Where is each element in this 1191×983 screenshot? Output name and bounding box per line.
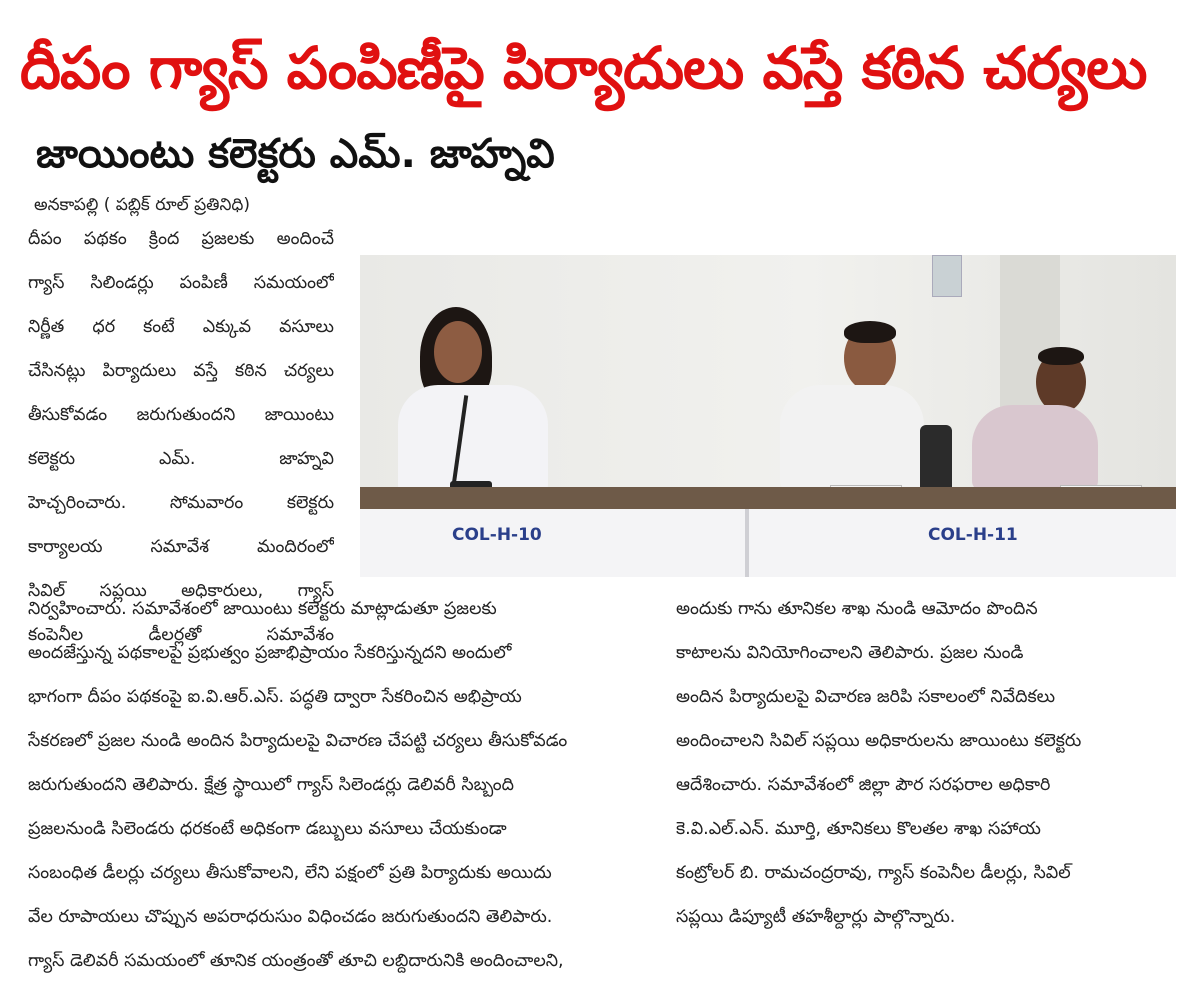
text-line: భాగంగా దీపం పథకంపై ఐ.వి.ఆర్.ఎస్. పద్ధతి ద్వారా సేకరించిన అభిప్రాయ <box>28 687 522 707</box>
text-line: అందజేస్తున్న పథకాలపై ప్రభుత్వం ప్రజాభిప్రాయం సేకరిస్తున్నదని అందులో <box>28 643 512 663</box>
text-line: కార్యాలయ సమావేశ మందిరంలో <box>28 537 334 557</box>
text-line: నిర్వహించారు. సమావేశంలో జాయింటు కలెక్టరు మాట్లాడుతూ ప్రజలకు <box>28 599 497 619</box>
text-line: కంపెనీల డీలర్లతో సమావేశం <box>28 625 334 645</box>
text-line: కలెక్టరు ఎమ్. జాహ్నవి <box>28 449 334 469</box>
center-hair <box>844 321 896 343</box>
dateline: అనకాపల్లి ( పబ్లిక్ రూల్ ప్రతినిధి) <box>34 195 251 215</box>
nameplate-left: COL-H-10 <box>452 525 542 545</box>
table-top <box>360 487 1176 509</box>
bottom-left-column <box>28 587 668 983</box>
right-hair <box>1038 347 1084 365</box>
text-line: తీసుకోవడం జరుగుతుందని జాయింటు <box>28 405 334 425</box>
text-line: అందుకు గాను తూనికల శాఖ నుండి ఆమోదం పొందిన <box>676 599 1038 619</box>
text-line: గ్యాస్ డెలివరీ సమయంలో తూనిక యంత్రంతో తూచి లబ్దిదారునికి అందించాలని, <box>28 951 564 971</box>
text-line: నిర్ణీత ధర కంటే ఎక్కువ వసూలు <box>28 317 334 337</box>
text-line: ఆదేశించారు. సమావేశంలో జిల్లా పౌర సరఫరాల అధికారి <box>676 775 1051 795</box>
text-line: వేల రూపాయలు చొప్పున అపరాధరుసుం విధించడం జరుగుతుందని తెలిపారు. <box>28 907 553 927</box>
text-line: కంట్రోలర్ బి. రామచంద్రరావు, గ్యాస్ కంపెనీల డీలర్లు, సివిల్ <box>676 863 1071 883</box>
speaker-body <box>398 385 548 495</box>
text-line: చేసినట్లు పిర్యాదులు వస్తే కఠిన చర్యలు <box>28 361 334 381</box>
table-divider <box>745 509 749 577</box>
text-line: దీపం పథకం క్రింద ప్రజలకు అందించే <box>28 229 334 249</box>
text-line: సప్లయి డిప్యూటీ తహశీల్దార్లు పాల్గొన్నారు. <box>676 907 956 927</box>
headline: దీపం గ్యాస్ పంపిణీపై పిర్యాదులు వస్తే కఠిన చర్యలు <box>20 34 1147 102</box>
text-line: అందిన పిర్యాదులపై విచారణ జరిపి సకాలంలో నివేదికలు <box>676 687 1056 707</box>
wall-fixture <box>932 255 962 297</box>
text-line: సంబంధిత డీలర్లు చర్యలు తీసుకోవాలని, లేని పక్షంలో ప్రతి పిర్యాదుకు అయిదు <box>28 863 552 883</box>
text-line: అందించాలని సివిల్ సప్లయి అధికారులను జాయింటు కలెక్టరు <box>676 731 1082 751</box>
text-line: ప్రజలనుండి సిలెండరు ధరకంటే అధికంగా డబ్బులు వసూలు చేయకుండా <box>28 819 507 839</box>
chair <box>920 425 952 495</box>
center-body <box>780 385 924 491</box>
text-line: హెచ్చరించారు. సోమవారం కలెక్టరు <box>28 493 334 513</box>
speaker-head <box>434 321 482 383</box>
text-line: సివిల్ సప్లయి అధికారులు, గ్యాస్ <box>28 581 334 601</box>
subheadline: జాయింటు కలెక్టరు ఎమ్. జాహ్నవి <box>36 131 555 177</box>
nameplate-right: COL-H-11 <box>928 525 1018 545</box>
meeting-photo <box>360 255 1176 577</box>
bottom-right-column <box>676 587 1166 939</box>
text-line: కాటాలను వినియోగించాలని తెలిపారు. ప్రజల నుండి <box>676 643 1024 663</box>
text-line: జరుగుతుందని తెలిపారు. క్షేత్ర స్థాయిలో గ్యాస్ సిలెండర్లు డెలివరీ సిబ్బంది <box>28 775 514 795</box>
text-line: కె.వి.ఎల్.ఎన్. మూర్తి, తూనికలు కొలతల శాఖ సహాయ <box>676 819 1041 839</box>
right-body <box>972 405 1098 491</box>
text-line: గ్యాస్ సిలిండర్లు పంపిణీ సమయంలో <box>28 273 334 293</box>
text-line: సేకరణలో ప్రజల నుండి అందిన పిర్యాదులపై విచారణ చేపట్టి చర్యలు తీసుకోవడం <box>28 731 568 751</box>
